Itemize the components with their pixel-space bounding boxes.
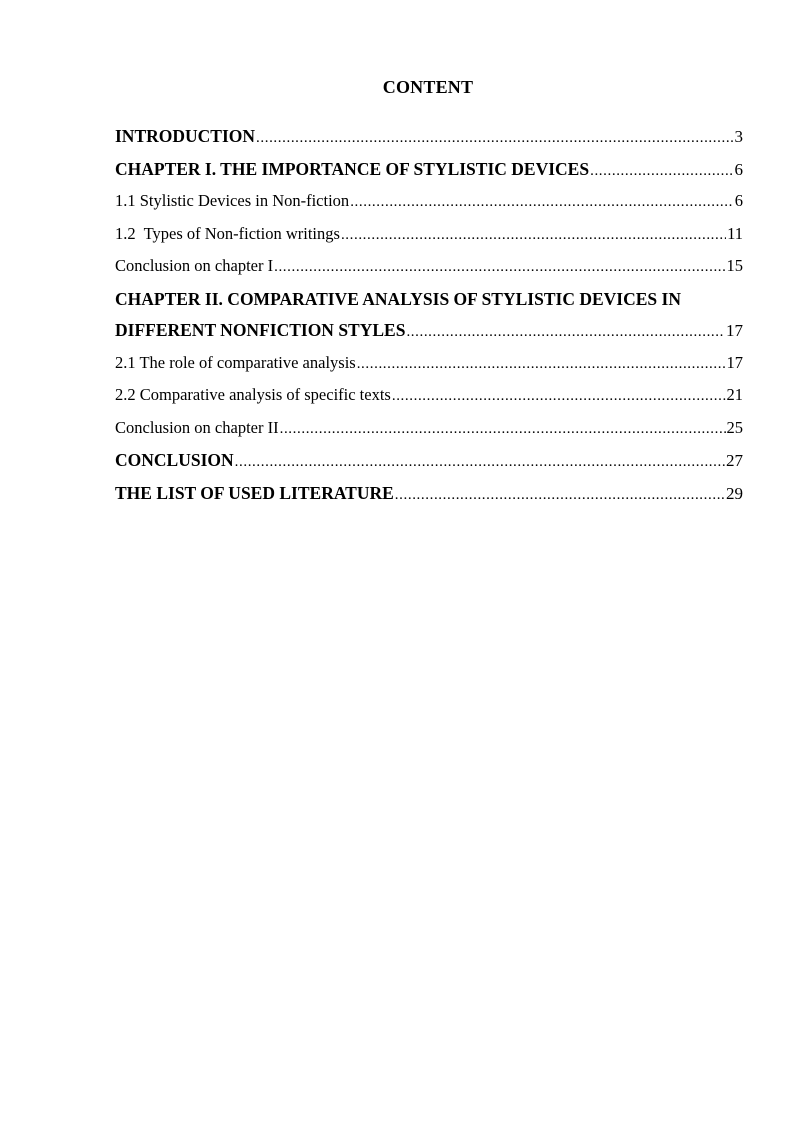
toc-entry-page: 17	[726, 352, 743, 372]
toc-entry-conclusion-chapter-1	[115, 254, 743, 287]
toc-leader-dots	[256, 126, 733, 150]
toc-leader-dots	[350, 190, 734, 214]
toc-entry-label: Conclusion on chapter II	[115, 417, 279, 437]
toc-entry-section-2-1	[115, 351, 743, 384]
toc-entry-chapter-2-line-2	[115, 318, 743, 351]
toc-entry-page: 29	[726, 483, 743, 503]
toc-entry-label: CHAPTER I. THE IMPORTANCE OF STYLISTIC DEVICES	[115, 158, 590, 179]
toc-entry-label: CONCLUSION	[115, 450, 234, 471]
toc-entry-label: 2.1 The role of comparative analysis	[115, 352, 356, 372]
toc-entry-literature	[115, 481, 743, 514]
toc-leader-dots	[341, 223, 726, 247]
toc-entry-section-1-2	[115, 222, 743, 255]
toc-leader-dots	[406, 320, 725, 344]
toc-entry-page: 6	[734, 191, 743, 211]
toc-entry-page: 15	[726, 256, 743, 276]
toc-entry-label: CHAPTER II. COMPARATIVE ANALYSIS OF STYLISTIC DEVICES IN	[115, 288, 681, 309]
toc-leader-dots	[280, 417, 726, 441]
toc-entry-chapter-2-line-1	[115, 287, 743, 318]
toc-entry-page: 21	[726, 385, 743, 405]
toc-entry-label: INTRODUCTION	[115, 126, 256, 146]
toc-entry-label: THE LIST OF USED LITERATURE	[115, 482, 394, 503]
toc-entry-section-2-2	[115, 383, 743, 416]
toc-leader-dots	[395, 483, 725, 507]
toc-entry-section-1-1	[115, 189, 743, 222]
toc-entry-label: Conclusion on chapter I	[115, 256, 274, 276]
toc-entry-label: 2.2 Comparative analysis of specific texts	[115, 385, 391, 405]
toc-entry-conclusion-chapter-2	[115, 416, 743, 449]
toc-entry-label: DIFFERENT NONFICTION STYLES	[115, 319, 406, 340]
toc-entry-label: 1.1 Stylistic Devices in Non-fiction	[115, 191, 350, 211]
toc-leader-dots	[235, 450, 725, 474]
toc-leader-dots	[392, 384, 726, 408]
toc-leader-dots	[590, 159, 733, 183]
toc-leader-dots	[274, 255, 725, 279]
toc-entry-page: 6	[734, 159, 743, 179]
table-of-contents	[115, 124, 743, 514]
toc-entry-chapter-1	[115, 157, 743, 190]
toc-entry-page: 17	[726, 320, 743, 340]
toc-entry-introduction	[115, 124, 743, 157]
toc-entry-page: 27	[726, 451, 743, 471]
toc-entry-page: 3	[734, 127, 743, 146]
toc-entry-conclusion	[115, 448, 743, 481]
toc-leader-dots	[357, 352, 726, 376]
toc-entry-page: 11	[727, 223, 743, 243]
toc-entry-label: 1.2 Types of Non-fiction writings	[115, 223, 340, 243]
toc-entry-page: 25	[726, 417, 743, 437]
page-title: CONTENT	[382, 77, 474, 97]
